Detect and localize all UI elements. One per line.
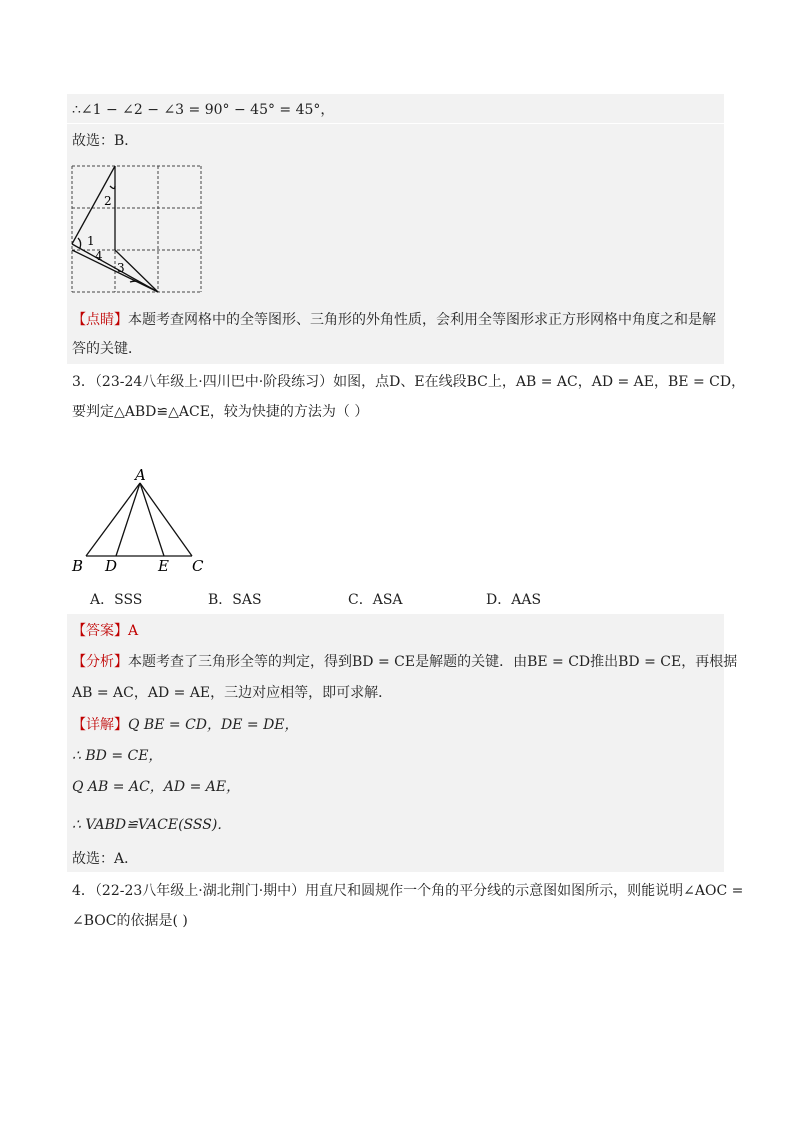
vertex-label-a: A [135,466,146,484]
analysis-text: 本题考查了三角形全等的判定，得到BD = CE是解题的关键．由BE = CD推出BD = CE，再根据 [128,654,738,670]
vertex-label-b: B [72,557,84,575]
answer-tag: 【答案】 [72,623,128,639]
comment-tag: 【点睛】 [72,312,128,328]
comment-line-2: 答的关键． [72,341,142,357]
analysis-line-2: AB = AC，AD = AE，三边对应相等，即可求解． [72,685,393,701]
vertex-label-d: D [105,557,118,575]
answer-value: A [128,623,139,639]
comment-text: 本题考查网格中的全等图形、三角形的外角性质，会利用全等图形求正方形网格中角度之和是解 [128,312,716,328]
vertex-label-e: E [158,557,169,575]
angle-label-1: 1 [87,234,95,248]
detail-line-3: Q AB = AC，AD = AE， [72,779,241,795]
analysis-tag: 【分析】 [72,654,128,670]
angle-label-2: 2 [104,194,112,208]
angle-label-3: 3 [117,261,125,275]
question-stem: 3．（23-24八年级上·四川巴中·阶段练习）如图，点D、E在线段BC上，AB = AC，AD = AE，BE = CD， [72,374,746,390]
conclusion-line: 故选：A． [72,851,139,867]
answer-line [72,621,138,641]
question-stem-2: 要判定△ABD≌△ACE，较为快捷的方法为（ ） [72,404,369,420]
detail-line-4: ∴ VABD≌VACE(SSS)． [72,817,232,833]
grid-figure [70,164,205,296]
option-a: A．SSS [90,592,143,608]
solution-step-line: ∴∠1 − ∠2 − ∠3 = 90° − 45° = 45°， [72,102,335,118]
option-b: B．SAS [208,592,262,608]
option-d: D．AAS [486,592,542,608]
comment-line [72,310,716,330]
detail-line-2: ∴ BD = CE， [72,748,163,764]
answer-choice-line: 故选：B． [72,133,139,149]
analysis-line [72,652,737,672]
detail-text: Q BE = CD，DE = DE， [128,717,299,733]
question-stem-2: ∠BOC的依据是( ) [72,913,188,929]
angle-label-4: 4 [95,249,103,263]
vertex-label-c: C [192,557,204,575]
option-c: C．ASA [348,592,403,608]
detail-tag: 【详解】 [72,717,128,733]
detail-line [72,715,299,735]
question-stem: 4．（22-23八年级上·湖北荆门·期中）用直尺和圆规作一个角的平分线的示意图如图所示，则能说明∠AOC = [72,883,744,899]
triangle-figure [68,465,218,577]
